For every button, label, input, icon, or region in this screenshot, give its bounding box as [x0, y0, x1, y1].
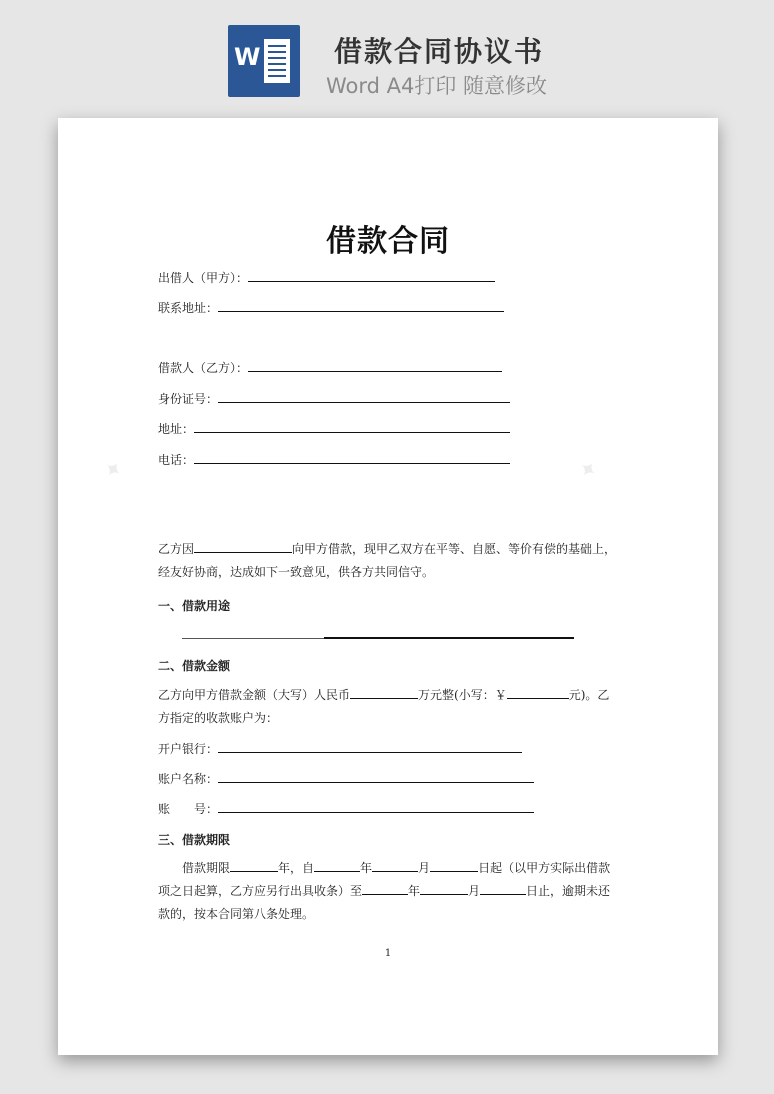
- intro-paragraph: [158, 538, 618, 584]
- lender-address-blank[interactable]: [218, 299, 504, 312]
- borrower-phone-label: 电话：: [158, 453, 195, 467]
- lender-address-row: [158, 299, 504, 316]
- document-title: 借款合同: [326, 224, 450, 259]
- watermark: ✦: [572, 454, 602, 487]
- amount-lowercase-blank[interactable]: [507, 686, 569, 699]
- word-icon-letter: W: [234, 43, 261, 71]
- term-text-7: 月: [468, 884, 481, 898]
- borrower-name-blank[interactable]: [248, 359, 502, 372]
- bank-blank[interactable]: [218, 740, 522, 753]
- term-text-8: 日止，逾期未还款的，按本合同第八条处理。: [158, 884, 611, 921]
- watermark: ✦: [97, 454, 127, 487]
- page-number: 1: [384, 948, 392, 959]
- account-no-label: 账 号：: [158, 802, 219, 816]
- borrower-address-label: 地址：: [158, 422, 195, 436]
- account-name-row: [158, 770, 534, 787]
- bank-label: 开户银行：: [158, 742, 219, 756]
- start-year-blank[interactable]: [314, 859, 360, 872]
- borrower-phone-row: [158, 451, 510, 468]
- amount-text-3: 元)。乙方指定的收款账户为：: [158, 688, 610, 725]
- term-text-3: 年: [360, 861, 373, 875]
- section-2-heading: 二、借款金额: [158, 659, 231, 673]
- loan-reason-blank[interactable]: [194, 540, 292, 553]
- end-month-blank[interactable]: [420, 882, 468, 895]
- borrower-id-row: [158, 390, 510, 407]
- section-3-heading: 三、借款期限: [158, 833, 231, 847]
- document-lines-icon: [264, 39, 290, 83]
- lender-name-blank[interactable]: [248, 269, 495, 282]
- borrower-name-label: 借款人（乙方）：: [158, 361, 249, 375]
- intro-text-2: 向甲方借款，现甲乙双方在平等、自愿、等价有偿的基础上，经友好协商，达成如下一致意见，供各方共同信守。: [158, 542, 617, 579]
- banner: [0, 0, 774, 118]
- lender-address-label: 联系地址：: [158, 301, 219, 315]
- term-text-5: 日起（以甲方实际出借款项之日起算，乙方应另行出具收条）至: [158, 861, 611, 898]
- banner-title: 借款合同协议书: [334, 35, 545, 68]
- start-month-blank[interactable]: [372, 859, 418, 872]
- lender-name-row: [158, 269, 495, 286]
- end-day-blank[interactable]: [480, 882, 526, 895]
- term-text-2: 年，自: [278, 861, 315, 875]
- borrower-id-label: 身份证号：: [158, 392, 219, 406]
- banner-subtitle: Word A4打印 随意修改: [326, 74, 548, 98]
- document-page: [58, 118, 718, 1055]
- account-no-row: [158, 800, 534, 817]
- borrower-address-row: [158, 420, 510, 437]
- term-text-1: 借款期限: [182, 861, 231, 875]
- amount-text-1: 乙方向甲方借款金额（大写）人民币: [158, 688, 351, 702]
- amount-uppercase-blank[interactable]: [350, 686, 418, 699]
- borrower-name-row: [158, 359, 502, 376]
- end-year-blank[interactable]: [362, 882, 408, 895]
- term-years-blank[interactable]: [230, 859, 278, 872]
- lender-name-label: 出借人（甲方）：: [158, 271, 249, 285]
- account-name-label: 账户名称：: [158, 772, 219, 786]
- borrower-address-blank[interactable]: [194, 420, 510, 433]
- term-text-6: 年: [408, 884, 421, 898]
- account-no-blank[interactable]: [218, 800, 534, 813]
- borrower-id-blank[interactable]: [218, 390, 510, 403]
- amount-paragraph: [158, 684, 618, 730]
- amount-text-2: 万元整(小写：￥: [418, 688, 507, 702]
- loan-purpose-blank[interactable]: [182, 638, 574, 639]
- word-document-icon: [228, 25, 300, 97]
- term-paragraph: [158, 857, 618, 926]
- intro-text-1: 乙方因: [158, 542, 195, 556]
- account-name-blank[interactable]: [218, 770, 534, 783]
- term-text-4: 月: [418, 861, 431, 875]
- borrower-phone-blank[interactable]: [194, 451, 510, 464]
- bank-row: [158, 740, 522, 757]
- start-day-blank[interactable]: [430, 859, 478, 872]
- section-1-heading: 一、借款用途: [158, 599, 231, 613]
